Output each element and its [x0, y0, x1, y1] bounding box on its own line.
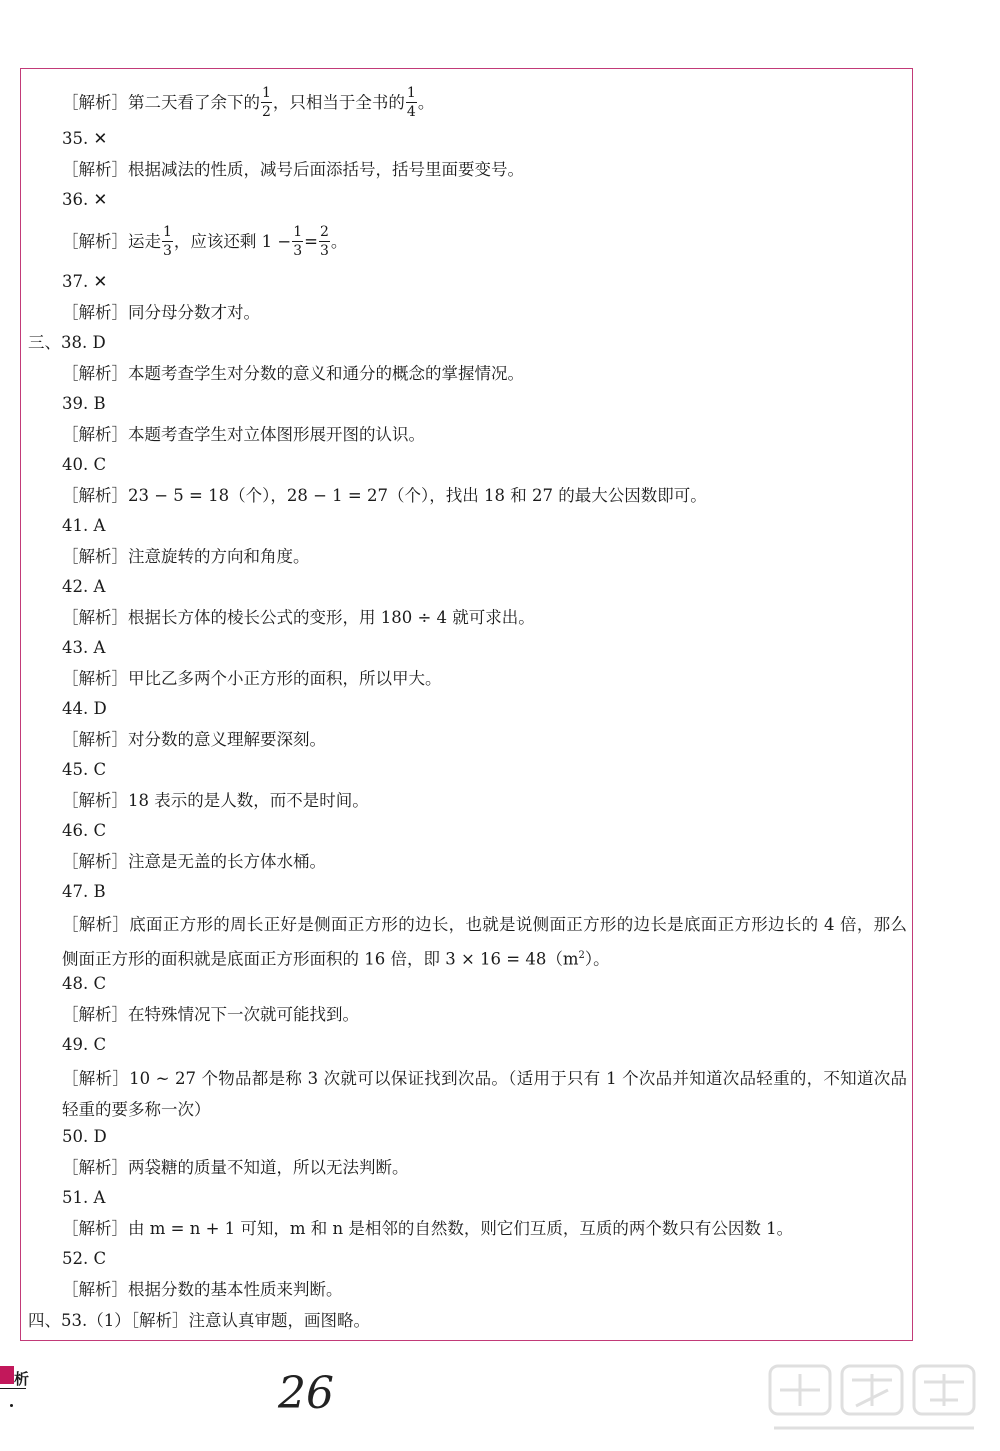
explanation-52: ［解析］根据分数的基本性质来判断。 [62, 1280, 343, 1299]
footer-rule [0, 1388, 26, 1389]
text-segment: ［解析］底面正方形的周长正好是侧面正方形的边长，也就是说侧面正方形的边长是底面正方形边长的 4 倍，那么侧面正方形的面积就是底面正方形面积的 16 倍，即 3 × 16 = 48（m [62, 915, 907, 968]
fraction [406, 86, 417, 119]
page-border [20, 68, 913, 1341]
denominator: 4 [406, 104, 416, 120]
answer-36: 36. ✕ [62, 190, 108, 209]
page-number: 26 [278, 1368, 334, 1419]
answer-50: 50. D [62, 1127, 107, 1146]
fraction [162, 225, 173, 258]
explanation-49: ［解析］10 ~ 27 个物品都是称 3 次就可以保证找到次品。（适用于只有 1 个次品并知道次品轻重的，不知道次品轻重的要多称一次） [62, 1069, 907, 1119]
numerator: 1 [262, 85, 271, 101]
answer-51: 51. A [62, 1188, 106, 1207]
text-segment: ）。 [584, 949, 610, 968]
text-segment: ［解析］运走 [62, 231, 161, 251]
denominator: 3 [293, 243, 303, 259]
explanation-39: ［解析］本题考查学生对立体图形展开图的认识。 [62, 425, 425, 444]
fraction [261, 86, 272, 119]
footer-accent-bar [0, 1366, 14, 1384]
fraction [319, 225, 330, 258]
footer-dot [10, 1404, 13, 1407]
answer-44: 44. D [62, 699, 107, 718]
text-segment: 。 [417, 92, 435, 112]
answer-49: 49. C [62, 1035, 107, 1054]
answer-47: 47. B [62, 882, 106, 901]
explanation-36 [62, 225, 347, 258]
text-segment: ，应该还剩 1 − [173, 231, 292, 251]
explanation-38: ［解析］本题考查学生对分数的意义和通分的概念的掌握情况。 [62, 364, 524, 383]
answer-41: 41. A [62, 516, 106, 535]
explanation-46: ［解析］注意是无盖的长方体水桶。 [62, 852, 326, 871]
answer-43: 43. A [62, 638, 106, 657]
explanation-48: ［解析］在特殊情况下一次就可能找到。 [62, 1005, 359, 1024]
numerator: 2 [320, 224, 329, 240]
superscript: 2 [578, 949, 585, 961]
fraction [292, 225, 303, 258]
explanation-35: ［解析］根据减法的性质，减号后面添括号，括号里面要变号。 [62, 160, 524, 179]
answer-37: 37. ✕ [62, 272, 108, 291]
text-segment: 。 [330, 231, 348, 251]
explanation-42: ［解析］根据长方体的棱长公式的变形，用 180 ÷ 4 就可求出。 [62, 608, 535, 627]
explanation-34 [62, 86, 434, 119]
denominator: 2 [262, 104, 271, 120]
explanation-50: ［解析］两袋糖的质量不知道，所以无法判断。 [62, 1158, 409, 1177]
answer-38: 三、38. D [28, 333, 106, 352]
numerator: 1 [293, 224, 303, 240]
explanation-44: ［解析］对分数的意义理解要深刻。 [62, 730, 326, 749]
answer-52: 52. C [62, 1249, 107, 1268]
watermark-logo-icon [760, 1360, 990, 1445]
answer-40: 40. C [62, 455, 107, 474]
text-segment: ［解析］第二天看了余下的 [62, 92, 260, 112]
answer-53: 四、53.（1）［解析］注意认真审题，画图略。 [28, 1311, 370, 1330]
explanation-47 [62, 910, 907, 975]
footer-label: 析 [14, 1370, 30, 1388]
explanation-43: ［解析］甲比乙多两个小正方形的面积，所以甲大。 [62, 669, 442, 688]
text-segment: = [304, 231, 318, 251]
text-segment: ，只相当于全书的 [272, 92, 405, 112]
explanation-40: ［解析］23 − 5 = 18（个），28 − 1 = 27（个），找出 18 和 27 的最大公因数即可。 [62, 486, 707, 505]
numerator: 1 [163, 224, 172, 240]
numerator: 1 [406, 85, 416, 101]
explanation-37: ［解析］同分母分数才对。 [62, 303, 260, 322]
explanation-51: ［解析］由 m = n + 1 可知，m 和 n 是相邻的自然数，则它们互质，互质的两个数只有公因数 1。 [62, 1219, 794, 1238]
answer-48: 48. C [62, 974, 107, 993]
denominator: 3 [163, 243, 172, 259]
answer-46: 46. C [62, 821, 107, 840]
answer-35: 35. ✕ [62, 129, 108, 148]
explanation-45: ［解析］18 表示的是人数，而不是时间。 [62, 791, 369, 810]
answer-42: 42. A [62, 577, 106, 596]
explanation-41: ［解析］注意旋转的方向和角度。 [62, 547, 310, 566]
answer-45: 45. C [62, 760, 107, 779]
answer-39: 39. B [62, 394, 106, 413]
denominator: 3 [320, 243, 329, 259]
